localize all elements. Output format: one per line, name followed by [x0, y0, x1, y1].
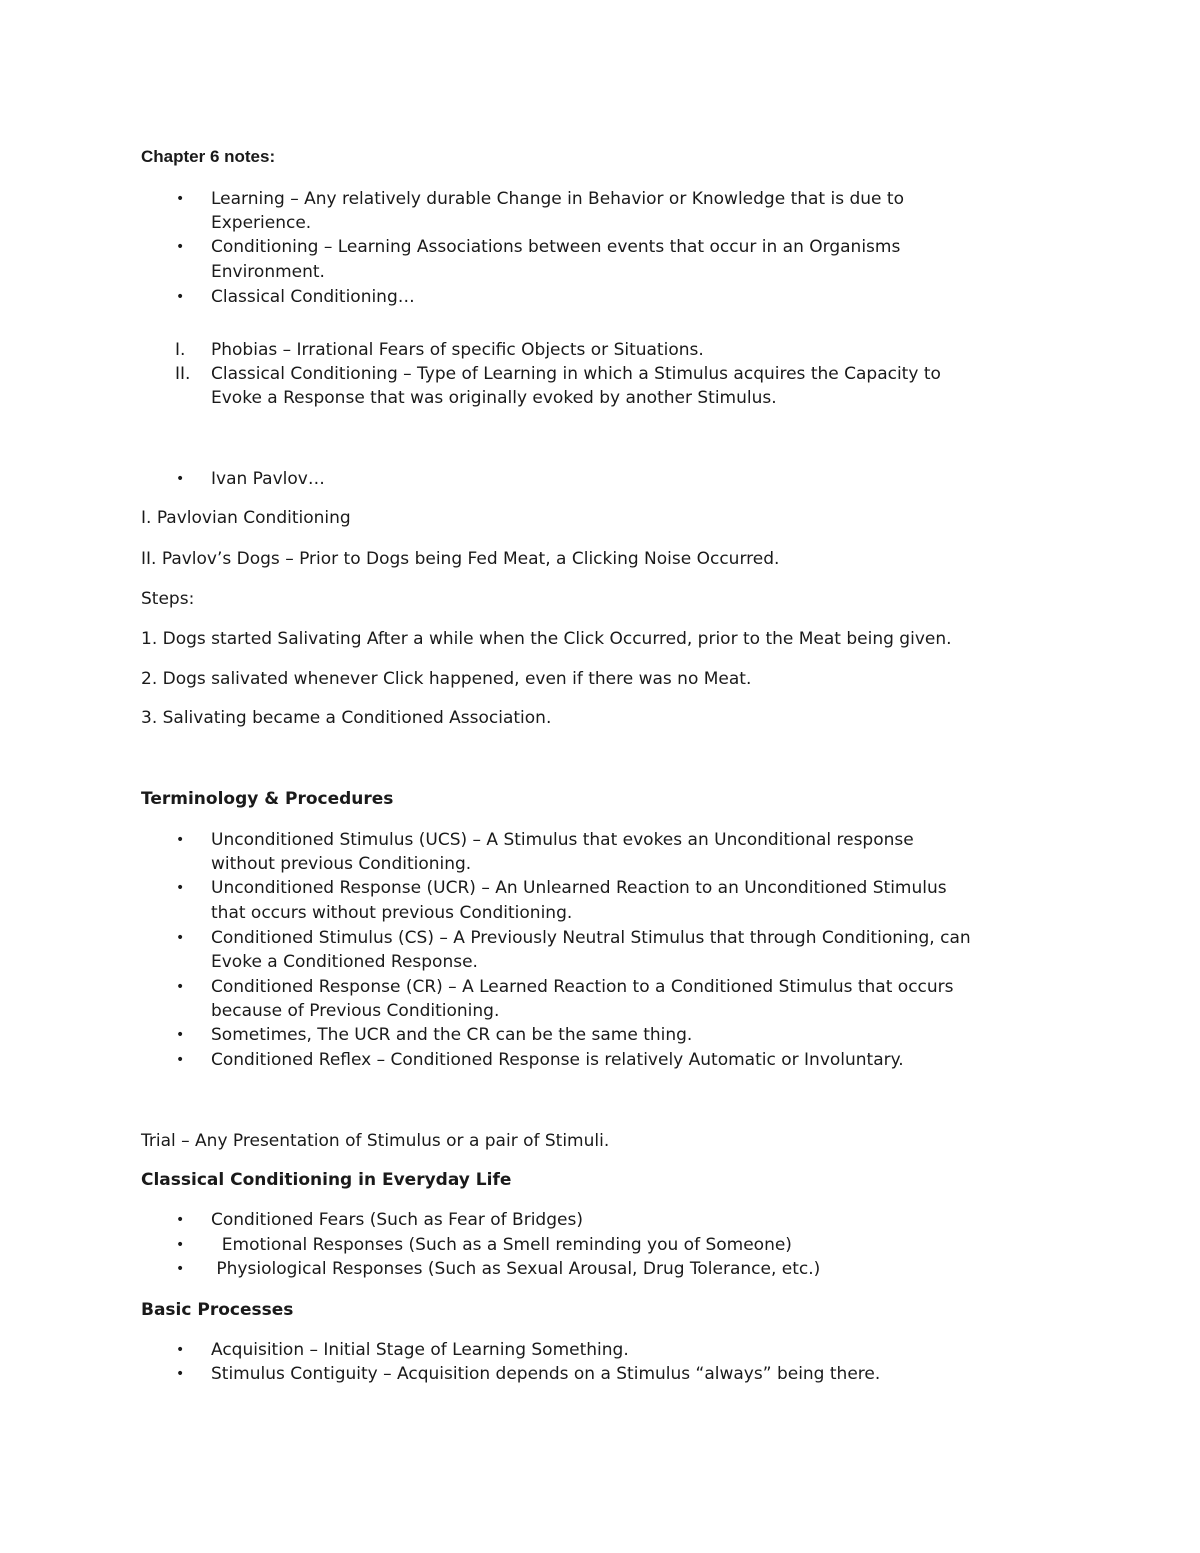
bullet-icon: •	[176, 832, 185, 848]
steps-label: Steps:	[141, 589, 195, 609]
term-cr-cont: because of Previous Conditioning.	[211, 1001, 500, 1021]
bullet-icon: •	[176, 1366, 185, 1382]
bullet-icon: •	[176, 1212, 185, 1228]
bullet-icon: •	[176, 1261, 185, 1277]
term-ucs-cont: without previous Conditioning.	[211, 854, 472, 874]
term-same: Sometimes, The UCR and the CR can be the same thing.	[211, 1025, 693, 1045]
everyday-physiological: Physiological Responses (Such as Sexual Arousal, Drug Tolerance, etc.)	[211, 1259, 821, 1279]
term-reflex: Conditioned Reflex – Conditioned Response is relatively Automatic or Involuntary.	[211, 1050, 904, 1070]
heading-everyday: Classical Conditioning in Everyday Life	[141, 1170, 512, 1190]
term-cs-cont: Evoke a Conditioned Response.	[211, 952, 478, 972]
bullet-icon: •	[176, 289, 185, 305]
term-ucs: Unconditioned Stimulus (UCS) – A Stimulus that evokes an Unconditional response	[211, 830, 914, 850]
bullet-conditioning: Conditioning – Learning Associations between events that occur in an Organisms	[211, 237, 901, 257]
bullet-icon: •	[176, 1237, 185, 1253]
step-1: 1. Dogs started Salivating After a while when the Click Occurred, prior to the Meat being given.	[141, 629, 952, 649]
bullet-icon: •	[176, 1027, 185, 1043]
term-cs: Conditioned Stimulus (CS) – A Previously Neutral Stimulus that through Conditioning, can	[211, 928, 971, 948]
roman-numeral: II.	[175, 364, 191, 384]
roman-classical: Classical Conditioning – Type of Learning in which a Stimulus acquires the Capacity to	[211, 364, 941, 384]
step-2: 2. Dogs salivated whenever Click happened, even if there was no Meat.	[141, 669, 752, 689]
bullet-pavlov: Ivan Pavlov…	[211, 469, 325, 489]
bullet-conditioning-cont: Environment.	[211, 262, 325, 282]
bullet-icon: •	[176, 880, 185, 896]
pavlov-line: II. Pavlov’s Dogs – Prior to Dogs being Fed Meat, a Clicking Noise Occurred.	[141, 549, 780, 569]
bullet-icon: •	[176, 239, 185, 255]
bullet-icon: •	[176, 930, 185, 946]
roman-phobias: Phobias – Irrational Fears of specific Objects or Situations.	[211, 340, 704, 360]
trial-definition: Trial – Any Presentation of Stimulus or a pair of Stimuli.	[141, 1131, 610, 1151]
bullet-learning: Learning – Any relatively durable Change in Behavior or Knowledge that is due to	[211, 189, 904, 209]
term-ucr-cont: that occurs without previous Conditioning.	[211, 903, 573, 923]
term-ucr: Unconditioned Response (UCR) – An Unlearned Reaction to an Unconditioned Stimulus	[211, 878, 947, 898]
heading-terminology: Terminology & Procedures	[141, 789, 394, 809]
roman-numeral: I.	[175, 340, 186, 360]
basic-contiguity: Stimulus Contiguity – Acquisition depends on a Stimulus “always” being there.	[211, 1364, 881, 1384]
everyday-emotional: Emotional Responses (Such as a Smell reminding you of Someone)	[211, 1235, 792, 1255]
pavlov-line: I. Pavlovian Conditioning	[141, 508, 351, 528]
bullet-icon: •	[176, 1052, 185, 1068]
bullet-icon: •	[176, 191, 185, 207]
heading-basic: Basic Processes	[141, 1300, 294, 1320]
term-cr: Conditioned Response (CR) – A Learned Reaction to a Conditioned Stimulus that occurs	[211, 977, 954, 997]
everyday-fears: Conditioned Fears (Such as Fear of Bridges)	[211, 1210, 583, 1230]
bullet-icon: •	[176, 471, 185, 487]
roman-classical-cont: Evoke a Response that was originally evoked by another Stimulus.	[211, 388, 777, 408]
step-3: 3. Salivating became a Conditioned Association.	[141, 708, 552, 728]
chapter-title: Chapter 6 notes:	[141, 147, 276, 166]
bullet-icon: •	[176, 979, 185, 995]
bullet-classical: Classical Conditioning…	[211, 287, 415, 307]
bullet-icon: •	[176, 1342, 185, 1358]
bullet-learning-cont: Experience.	[211, 213, 312, 233]
basic-acquisition: Acquisition – Initial Stage of Learning Something.	[211, 1340, 629, 1360]
